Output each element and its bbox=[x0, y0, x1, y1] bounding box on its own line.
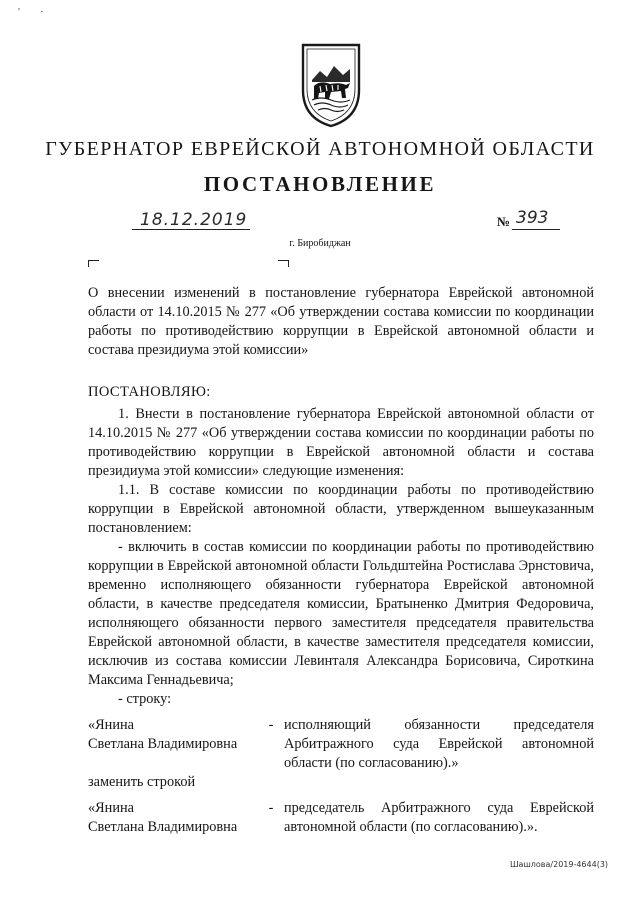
number-label: № bbox=[497, 214, 511, 229]
entry-dash: - bbox=[268, 717, 274, 733]
corner-mark-left bbox=[88, 260, 99, 267]
document-date: 18.12.2019 bbox=[140, 210, 248, 230]
decree-word: ПОСТАНОВЛЯЮ: bbox=[88, 384, 211, 400]
city: г. Биробиджан bbox=[289, 238, 351, 249]
document-number: 393 bbox=[516, 208, 549, 228]
paragraph-include: - включить в состав комиссии по координации работы по противодействию коррупции в Еврейской автономной области Гольдштейна Ростислава Эрнстовича, временно исполняющего обязанности губернатора Еврейской автономной области, в качестве председателя комиссии, Братыненко Дмитрия Федоровича, исполняющего обязанности первого заместителя председателя правительства Еврейской автономной области, в качестве заместителя председателя комиссии, исключив из состава комиссии Левинталя Александра Борисовича, Сироткина Максима Геннадьевича; bbox=[88, 539, 594, 688]
entry-name-line: «Янина bbox=[88, 800, 134, 816]
date-underline bbox=[132, 229, 250, 230]
entry-name-line: Светлана Владимировна bbox=[88, 819, 238, 835]
entry-name bbox=[88, 716, 258, 773]
old-entry bbox=[88, 716, 594, 773]
paragraph-replace: заменить строкой bbox=[88, 774, 196, 790]
issuer-title: ГУБЕРНАТОР ЕВРЕЙСКОЙ АВТОНОМНОЙ ОБЛАСТИ bbox=[45, 138, 595, 160]
paragraph-item-1: 1. Внести в постановление губернатора Еврейской автономной области от 14.10.2015 № 277 «Об утверждении состава комиссии по координации работы по противодействию коррупции в Еврейской автономной области и состава президиума этой комиссии» следующие изменения: bbox=[88, 406, 594, 479]
corner-mark-right bbox=[278, 260, 289, 267]
entry-name-line: «Янина bbox=[88, 717, 134, 733]
coat-of-arms-tiger-icon bbox=[300, 42, 362, 128]
entry-description: исполняющий обязанности председателя Арбитражного суда Еврейской автономной области (по согласованию).» bbox=[284, 717, 594, 771]
document-body bbox=[88, 405, 594, 837]
entry-description: председатель Арбитражного суда Еврейской автономной области (по согласованию).». bbox=[284, 800, 594, 835]
number-underline bbox=[512, 229, 560, 230]
entry-name bbox=[88, 799, 258, 837]
entry-name-line: Светлана Владимировна bbox=[88, 736, 238, 752]
executor-reference: Шашлова/2019-4644(3) bbox=[510, 860, 609, 869]
scan-mark: · bbox=[40, 6, 44, 18]
paragraph-item-1-1: 1.1. В составе комиссии по координации работы по противодействию коррупции в Еврейской автономной области, утвержденном вышеуказанным постановлением: bbox=[88, 482, 594, 536]
document-subject: О внесении изменений в постановление губернатора Еврейской автономной области от 14.10.2015 № 277 «Об утверждении состава комиссии по координации работы по противодействию коррупции в Еврейской автономной области и состава президиума этой комиссии» bbox=[88, 285, 594, 358]
paragraph-line: - строку: bbox=[118, 691, 172, 707]
document-type: ПОСТАНОВЛЕНИЕ bbox=[203, 172, 437, 196]
scan-mark: ' bbox=[18, 6, 20, 18]
entry-dash: - bbox=[268, 800, 274, 816]
new-entry bbox=[88, 799, 594, 837]
